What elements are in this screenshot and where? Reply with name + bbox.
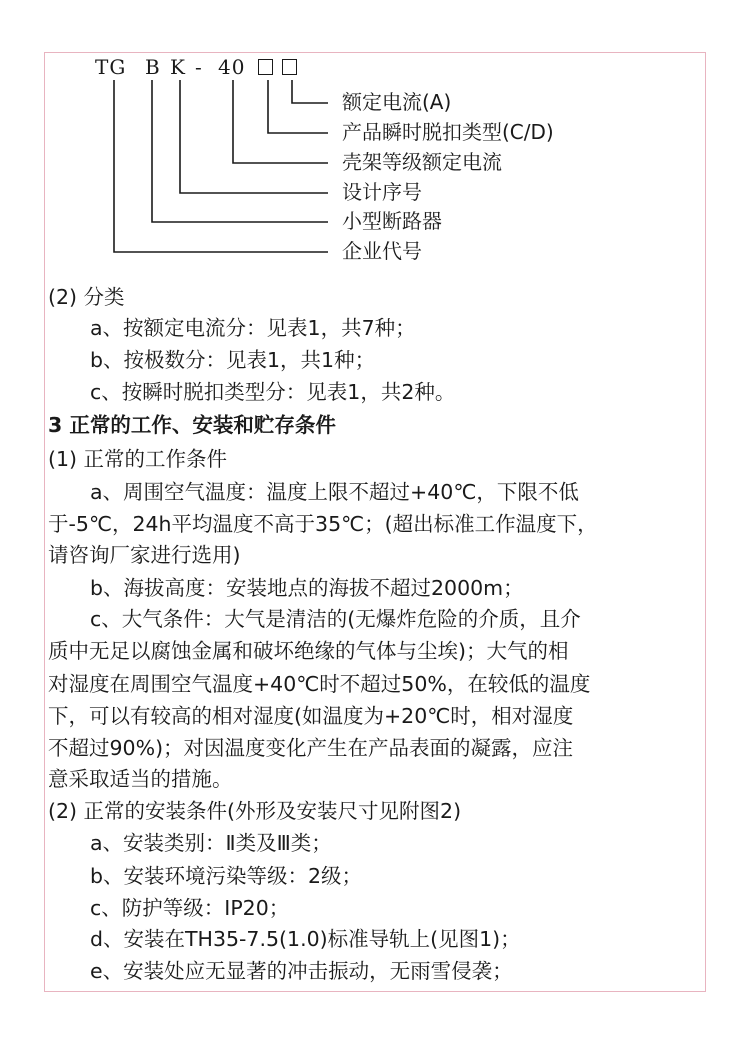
legend-mcb: 小型断路器 [342, 209, 442, 233]
section3-sub1-line: c、大气条件：大气是清洁的(无爆炸危险的介质，且介 [90, 607, 581, 631]
section3-heading: 3 正常的工作、安装和贮存条件 [48, 413, 336, 437]
connector-frame-current [233, 80, 328, 163]
section3-sub2-heading: (2) 正常的安装条件(外形及安装尺寸见附图2) [48, 799, 462, 823]
section2-item: a、按额定电流分：见表1，共7种； [90, 316, 416, 340]
legend-frame-current: 壳架等级额定电流 [342, 150, 502, 174]
section2-heading: (2) 分类 [48, 285, 125, 309]
section3-sub1-line: 于-5℃，24h平均温度不高于35℃；(超出标准工作温度下， [48, 512, 598, 536]
section3-sub1-line: a、周围空气温度：温度上限不超过+40℃，下限不低 [90, 480, 579, 504]
section3-sub1-line: 请咨询厂家进行选用) [48, 543, 241, 567]
section3-sub2-line: d、安装在TH35-7.5(1.0)标准导轨上(见图1)； [90, 927, 521, 951]
code-prefix: TG [95, 55, 127, 79]
code-dash: - [195, 55, 203, 79]
connector-tripping-type [268, 80, 328, 133]
section3-sub1-line: 下，可以有较高的相对湿度(如温度为+20℃时，相对湿度 [48, 704, 574, 728]
connector-company-code [114, 80, 328, 252]
section3-sub1-line: 质中无足以腐蚀金属和破坏绝缘的气体与尘埃)；大气的相 [48, 639, 569, 663]
section3-sub2-line: a、安装类别：Ⅱ类及Ⅲ类； [90, 831, 332, 855]
section3-sub2-line: b、安装环境污染等级：2级； [90, 864, 363, 888]
section3-sub1-heading: (1) 正常的工作条件 [48, 447, 228, 471]
section3-sub1-line: 意采取适当的措施。 [48, 767, 233, 791]
legend-design-no: 设计序号 [342, 180, 422, 204]
section3-sub2-line: c、防护等级：IP20； [90, 896, 290, 920]
section3-sub2-line: e、安装处应无显著的冲击振动，无雨雪侵袭； [90, 959, 513, 983]
section3-sub1-line: 不超过90%)；对因温度变化产生在产品表面的凝露，应注 [48, 736, 574, 760]
section2-item: b、按极数分：见表1，共1种； [90, 348, 376, 372]
code-series: K [170, 55, 186, 79]
connector-design-no [180, 80, 328, 193]
section3-sub1-line: 对湿度在周围空气温度+40℃时不超过50%，在较低的温度 [48, 672, 591, 696]
legend-rated-current: 额定电流(A) [342, 90, 452, 114]
code-type: B [145, 55, 161, 79]
connector-rated-current [292, 80, 328, 103]
section2-item: c、按瞬时脱扣类型分：见表1，共2种。 [90, 380, 456, 404]
section3-sub1-line: b、海拔高度：安装地点的海拔不超过2000m； [90, 576, 524, 600]
legend-tripping-type: 产品瞬时脱扣类型(C/D) [342, 120, 554, 144]
code-frame-rating: 40 [218, 55, 246, 79]
legend-company-code: 企业代号 [342, 239, 422, 263]
connector-mcb [152, 80, 328, 222]
